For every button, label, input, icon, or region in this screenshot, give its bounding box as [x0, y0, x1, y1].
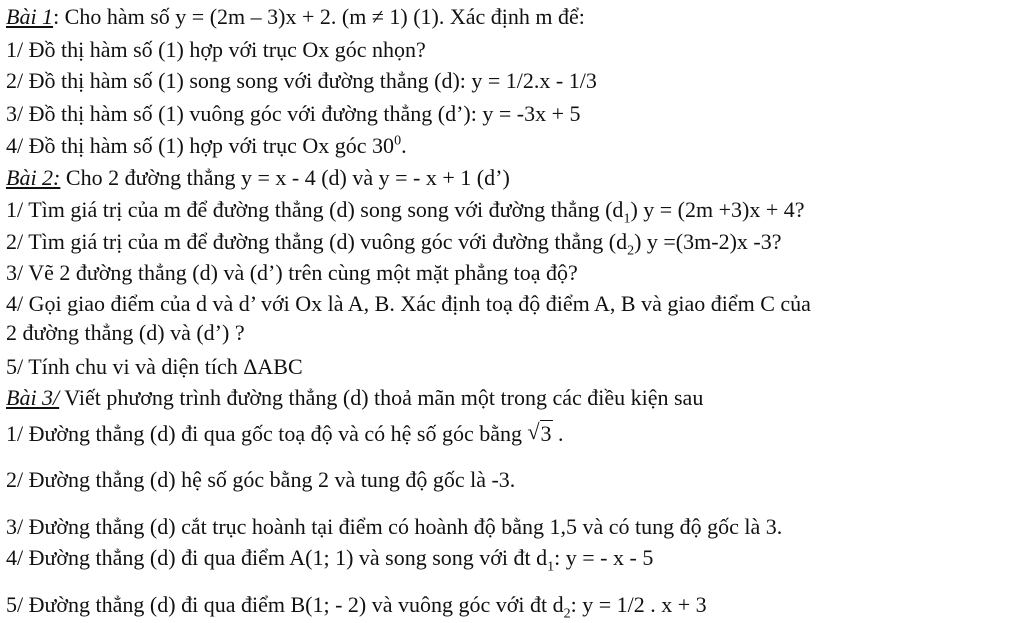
bai2-label: Bài 2:: [6, 165, 61, 190]
bai2-item-3: 3/ Vẽ 2 đường thẳng (d) và (d’) trên cùng một mặt phẳng toạ độ?: [6, 260, 578, 285]
bai1-item-4-tail: .: [401, 133, 407, 158]
bai2-item-2-sub: 2: [627, 243, 635, 259]
bai3-item-5-sub: 2: [563, 606, 571, 622]
bai2-item-1: [6, 197, 805, 227]
bai1-item-4-text: 4/ Đồ thị hàm số (1) hợp với trục Ox góc 30: [6, 133, 395, 158]
bai1-heading: [6, 4, 585, 30]
bai1-label: Bài 1: [6, 4, 54, 29]
bai2-item-5: 5/ Tính chu vi và diện tích ΔABC: [6, 354, 303, 379]
bai2-item-4-line-1: 4/ Gọi giao điểm của d và d’ với Ox là A, B. Xác định toạ độ điểm A, B và giao điểm C của: [6, 291, 811, 316]
bai3-item-4-tail: : y = - x - 5: [554, 545, 654, 570]
bai3-item-1-text: 1/ Đường thẳng (d) đi qua gốc toạ độ và có hệ số góc bằng: [6, 421, 528, 446]
degree-superscript: 0: [394, 133, 402, 149]
bai3-item-2: 2/ Đường thẳng (d) hệ số góc bằng 2 và tung độ gốc là -3.: [6, 467, 516, 492]
bai2-heading: [6, 165, 510, 191]
bai3-item-4-sub: 1: [547, 559, 555, 575]
bai3-item-3: 3/ Đường thẳng (d) cắt trục hoành tại điểm có hoành độ bằng 1,5 và có tung độ gốc là 3.: [6, 514, 783, 539]
bai3-heading: [6, 385, 703, 411]
bai2-item-1-sub: 1: [623, 211, 631, 227]
square-root-radicand: 3: [540, 421, 552, 446]
square-root-symbol: [528, 421, 553, 447]
bai1-intro: : Cho hàm số y = (2m – 3)x + 2. (m ≠ 1) (1). Xác định m để:: [53, 4, 585, 29]
bai3-intro: Viết phương trình đường thẳng (d) thoả mãn một trong các điều kiện sau: [59, 385, 704, 410]
bai3-item-1-tail: .: [552, 421, 564, 446]
bai2-intro: Cho 2 đường thẳng y = x - 4 (d) và y = - x + 1 (d’): [60, 165, 510, 190]
bai2-item-2-text: 2/ Tìm giá trị của m để đường thẳng (d) vuông góc với đường thẳng (d: [6, 229, 628, 254]
bai2-item-2: [6, 229, 782, 259]
bai3-item-4-text: 4/ Đường thẳng (d) đi qua điểm A(1; 1) và song song với đt d: [6, 545, 548, 570]
bai3-item-5: [6, 592, 707, 622]
bai2-item-2-tail: ) y =(3m-2)x -3?: [634, 229, 782, 254]
bai1-item-2: 2/ Đồ thị hàm số (1) song song với đường thẳng (d): y = 1/2.x - 1/3: [6, 68, 597, 93]
bai3-item-5-text: 5/ Đường thẳng (d) đi qua điểm B(1; - 2) và vuông góc với đt d: [6, 592, 564, 617]
bai1-item-4: [6, 133, 407, 159]
bai3-item-5-tail: : y = 1/2 . x + 3: [570, 592, 707, 617]
bai3-item-4: [6, 545, 654, 575]
bai1-item-3: 3/ Đồ thị hàm số (1) vuông góc với đường thẳng (d’): y = -3x + 5: [6, 101, 581, 126]
bai3-label: Bài 3/: [6, 385, 60, 410]
bai2-item-4-line-2: 2 đường thẳng (d) và (d’) ?: [6, 320, 245, 345]
bai1-item-1: 1/ Đồ thị hàm số (1) hợp với trục Ox góc nhọn?: [6, 37, 426, 62]
bai2-item-1-tail: ) y = (2m +3)x + 4?: [630, 197, 805, 222]
bai3-item-1: [6, 421, 564, 447]
bai2-item-1-text: 1/ Tìm giá trị của m để đường thẳng (d) song song với đường thẳng (d: [6, 197, 624, 222]
